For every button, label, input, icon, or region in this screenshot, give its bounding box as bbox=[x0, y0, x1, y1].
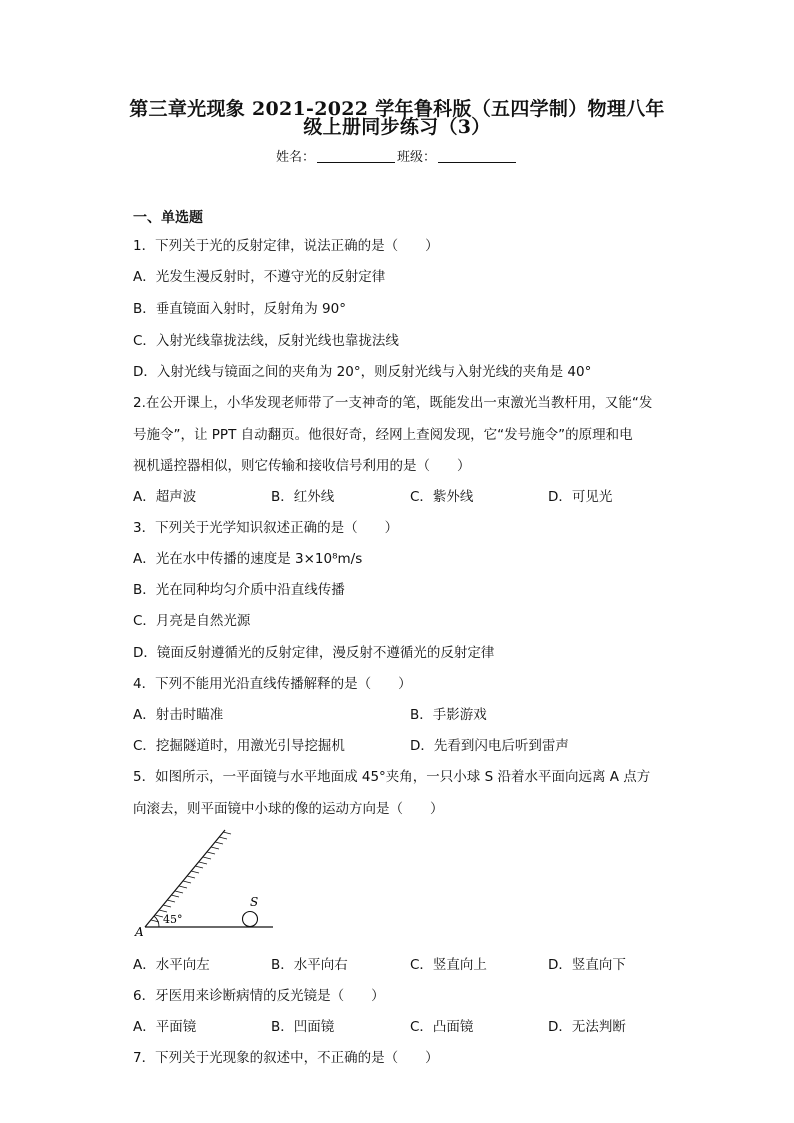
q4-option-a: A．射击时瞄准 bbox=[133, 707, 224, 723]
point-a-label: A bbox=[135, 925, 144, 938]
q1-option-a: A．光发生漫反射时，不遵守光的反射定律 bbox=[133, 269, 386, 285]
q5-stem-line-2: 向滚去，则平面镜中小球的像的运动方向是（ ） bbox=[133, 801, 444, 817]
name-blank[interactable] bbox=[317, 149, 395, 163]
mirror-figure bbox=[133, 826, 278, 938]
q2-stem-line-1: 2.在公开课上，小华发现老师带了一支神奇的笔，既能发出一束激光当教杆用，又能“发 bbox=[133, 395, 653, 411]
class-blank[interactable] bbox=[438, 149, 516, 163]
q5-option-a: A．水平向左 bbox=[133, 957, 210, 973]
q1-option-c: C．入射光线靠拢法线，反射光线也靠拢法线 bbox=[133, 333, 399, 349]
q2-option-d: D．可见光 bbox=[548, 489, 613, 505]
q5-option-b: B．水平向右 bbox=[271, 957, 348, 973]
q5-option-c: C．竖直向上 bbox=[410, 957, 487, 973]
q2-option-b: B．红外线 bbox=[271, 489, 335, 505]
q6-option-b: B．凹面镜 bbox=[271, 1019, 335, 1035]
point-s-label: S bbox=[250, 895, 259, 909]
title-line-2-text: 级上册同步练习（3） bbox=[303, 116, 491, 138]
q7-stem: 7．下列关于光现象的叙述中，不正确的是（ ） bbox=[133, 1050, 439, 1066]
ball-s bbox=[243, 912, 258, 927]
q6-option-a: A．平面镜 bbox=[133, 1019, 197, 1035]
q4-option-d: D．先看到闪电后听到雷声 bbox=[410, 738, 569, 754]
title-line-1: 第三章光现象 2021-2022 学年鲁科版（五四学制）物理八年 bbox=[129, 98, 665, 120]
q4-option-c: C．挖掘隧道时，用激光引导挖掘机 bbox=[133, 738, 345, 754]
q2-stem-line-3: 视机遥控器相似，则它传输和接收信号利用的是（ ） bbox=[133, 458, 471, 474]
q3-stem: 3．下列关于光学知识叙述正确的是（ ） bbox=[133, 520, 399, 536]
q6-option-c: C．凸面镜 bbox=[410, 1019, 474, 1035]
q2-option-c: C．紫外线 bbox=[410, 489, 474, 505]
title-line-2 bbox=[0, 112, 794, 139]
q4-option-b: B．手影游戏 bbox=[410, 707, 487, 723]
q2-option-a: A．超声波 bbox=[133, 489, 197, 505]
q3-option-d: D．镜面反射遵循光的反射定律，漫反射不遵循光的反射定律 bbox=[133, 645, 495, 661]
mirror-line bbox=[145, 830, 225, 927]
q2-stem-line-2: 号施令”，让 PPT 自动翻页。他很好奇，经网上查阅发现，它“发号施令”的原理和电 bbox=[133, 427, 633, 443]
q1-stem: 1．下列关于光的反射定律，说法正确的是（ ） bbox=[133, 238, 439, 254]
q3-option-a: A．光在水中传播的速度是 3×10⁸m/s bbox=[133, 551, 363, 567]
q1-option-b: B．垂直镜面入射时，反射角为 90° bbox=[133, 301, 346, 317]
q5-option-d: D．竖直向下 bbox=[548, 957, 626, 973]
section-heading: 一、单选题 bbox=[133, 210, 203, 226]
class-label: 班级： bbox=[397, 150, 437, 165]
q6-stem: 6．牙医用来诊断病情的反光镜是（ ） bbox=[133, 988, 385, 1004]
q6-option-d: D．无法判断 bbox=[548, 1019, 626, 1035]
angle-label: 45° bbox=[163, 913, 183, 926]
mirror-hatching bbox=[151, 832, 231, 922]
q5-stem-line-1: 5．如图所示，一平面镜与水平地面成 45°夹角，一只小球 S 沿着水平面向远离 A 点方 bbox=[133, 769, 651, 785]
q3-option-b: B．光在同种均匀介质中沿直线传播 bbox=[133, 582, 345, 598]
q1-option-d: D．入射光线与镜面之间的夹角为 20°，则反射光线与入射光线的夹角是 40° bbox=[133, 364, 592, 380]
name-label: 姓名： bbox=[275, 150, 315, 165]
name-class-row bbox=[0, 146, 794, 165]
q3-option-c: C．月亮是自然光源 bbox=[133, 613, 251, 629]
q4-stem: 4．下列不能用光沿直线传播解释的是（ ） bbox=[133, 676, 412, 692]
